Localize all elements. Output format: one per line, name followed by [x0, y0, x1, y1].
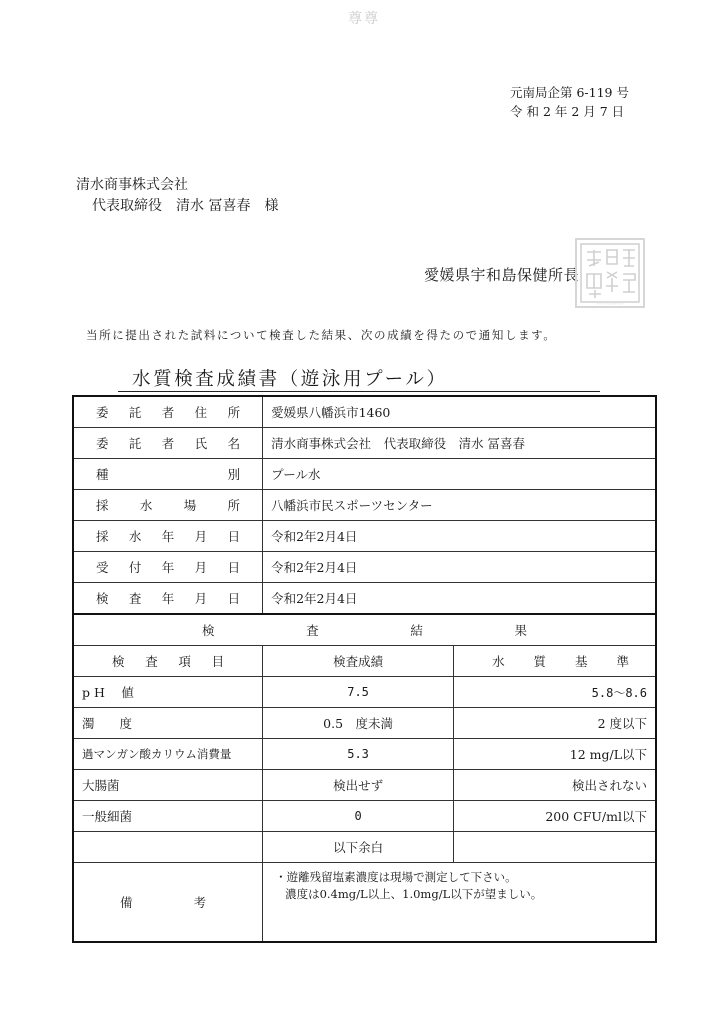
result-item: p H 値	[73, 677, 263, 708]
faint-stamp-mark: 尊尊	[348, 11, 380, 27]
info-row-type	[73, 459, 656, 490]
info-row-sampling-date	[73, 521, 656, 552]
info-row-inspection-date	[73, 583, 656, 615]
remarks-line-2: 濃度は0.4mg/L以上、1.0mg/L以下が望ましい。	[285, 887, 543, 901]
result-value: 0.5 度未満	[263, 708, 454, 739]
info-value-inspection-date: 令和2年2月4日	[263, 583, 656, 615]
remainder-label: 以下余白	[263, 832, 454, 863]
table-row	[73, 739, 656, 770]
table-row	[73, 677, 656, 708]
title-underline	[118, 391, 600, 392]
result-standard: 検出されない	[454, 770, 656, 801]
official-seal-stamp	[575, 238, 645, 308]
result-value: 検出せず	[263, 770, 454, 801]
addressee-representative: 代表取締役 清水 冨喜春 様	[92, 198, 279, 214]
remarks-label-cell: 備 考	[73, 863, 263, 943]
result-item: 一般細菌	[73, 801, 263, 832]
issuer-name: 愛媛県宇和島保健所長	[424, 266, 580, 284]
table-row	[73, 708, 656, 739]
remainder-row	[73, 832, 656, 863]
document-number-block	[510, 83, 629, 121]
intro-text: 当所に提出された試料について検査した結果、次の成績を得たので通知します。	[86, 328, 557, 342]
info-label-cell: 検 査 年 月 日	[73, 583, 263, 615]
addressee-block	[76, 175, 278, 217]
result-item: 大腸菌	[73, 770, 263, 801]
info-label-cell: 種 別	[73, 459, 263, 490]
column-header-standard: 水 質 基 準	[454, 646, 656, 677]
info-value-sampling-place: 八幡浜市民スポーツセンター	[263, 490, 656, 521]
table-row	[73, 801, 656, 832]
addressee-company: 清水商事株式会社	[76, 177, 188, 193]
seal-icon	[577, 240, 643, 306]
result-value: 7.5	[263, 677, 454, 708]
info-value-client-name: 清水商事株式会社 代表取締役 清水 冨喜春	[263, 428, 656, 459]
result-item: 濁 度	[73, 708, 263, 739]
result-standard: 2 度以下	[454, 708, 656, 739]
info-value-type: プール水	[263, 459, 656, 490]
remarks-line-1: ・遊離残留塩素濃度は現場で測定して下さい。	[275, 870, 517, 884]
result-value: 0	[263, 801, 454, 832]
info-row-client-name	[73, 428, 656, 459]
report-table	[72, 395, 657, 943]
info-label-cell: 委 託 者 氏 名	[73, 428, 263, 459]
document-number: 元南局企第 6-119 号	[510, 85, 629, 100]
result-standard: 5.8～8.6	[454, 677, 656, 708]
info-value-received-date: 令和2年2月4日	[263, 552, 656, 583]
report-title: 水質検査成績書（遊泳用プール）	[132, 369, 448, 390]
remarks-row	[73, 863, 656, 943]
info-row-client-address	[73, 396, 656, 428]
info-row-sampling-place	[73, 490, 656, 521]
info-row-received-date	[73, 552, 656, 583]
issue-date: 令 和 2 年 2 月 7 日	[510, 104, 625, 119]
seal-label: 愛媛県宇和島保健所長印	[596, 302, 624, 305]
info-label-cell: 受 付 年 月 日	[73, 552, 263, 583]
info-label-cell: 採 水 場 所	[73, 490, 263, 521]
info-value-client-address: 愛媛県八幡浜市1460	[263, 396, 656, 428]
results-column-header	[73, 646, 656, 677]
results-section-header: 検 査 結 果	[73, 614, 656, 646]
column-header-result: 検査成績	[263, 646, 454, 677]
info-value-sampling-date: 令和2年2月4日	[263, 521, 656, 552]
column-header-item: 検 査 項 目	[73, 646, 263, 677]
result-value: 5.3	[263, 739, 454, 770]
remarks-text	[263, 863, 656, 943]
result-standard: 200 CFU/ml以下	[454, 801, 656, 832]
info-label-cell: 採 水 年 月 日	[73, 521, 263, 552]
table-row	[73, 770, 656, 801]
result-standard: 12 mg/L以下	[454, 739, 656, 770]
info-label-cell: 委 託 者 住 所	[73, 396, 263, 428]
result-item: 過マンガン酸カリウム消費量	[73, 739, 263, 770]
